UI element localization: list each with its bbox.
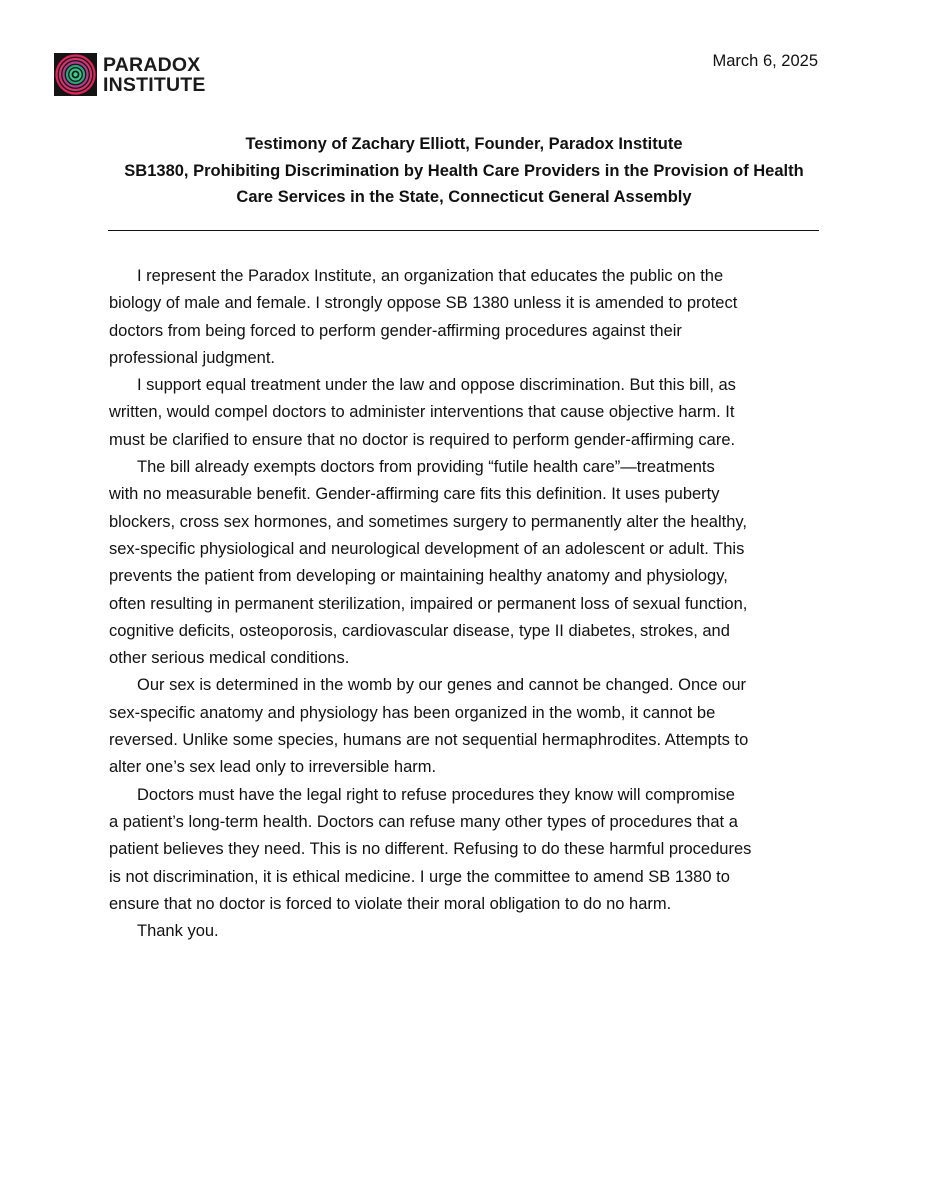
paragraph (109, 782, 821, 918)
paragraph-line: ensure that no doctor is forced to violate their moral obligation to do no harm. (109, 894, 672, 913)
paragraph-line: I support equal treatment under the law and oppose discrimination. But this bill, as (137, 376, 736, 395)
paragraph-line: Doctors must have the legal right to refuse procedures they know will compromise (137, 785, 735, 804)
paragraph-line: patient believes they need. This is no different. Refusing to do these harmful procedures (109, 840, 752, 859)
paragraph-line: doctors from being forced to perform gender-affirming procedures against their (109, 321, 682, 340)
heading-line-1: Testimony of Zachary Elliott, Founder, Paradox Institute (245, 135, 683, 153)
paragraph-line: reversed. Unlike some species, humans are not sequential hermaphrodites. Attempts to (109, 731, 749, 750)
paragraph-line: The bill already exempts doctors from providing “futile health care”—treatments (137, 458, 715, 477)
paragraph-line: professional judgment. (109, 348, 276, 367)
logo-line-institute: INSTITUTE (103, 73, 206, 96)
logo-wordmark (103, 55, 206, 95)
paragraph-line: often resulting in permanent sterilization, impaired or permanent loss of sexual function, (109, 594, 748, 613)
paradox-institute-logo (54, 53, 206, 96)
paragraph-line: alter one’s sex lead only to irreversible harm. (109, 758, 437, 777)
paragraph (109, 454, 821, 672)
paragraph (109, 263, 821, 372)
document-heading (108, 131, 820, 211)
paragraph-line: sex-specific anatomy and physiology has been organized in the womb, it cannot be (109, 703, 716, 722)
paragraph (109, 672, 821, 781)
paragraph (109, 918, 821, 945)
paragraph-line: sex-specific physiological and neurological development of an adolescent or adult. This (109, 539, 745, 558)
paragraph-line: Our sex is determined in the womb by our genes and cannot be changed. Once our (137, 676, 747, 695)
paragraph (109, 372, 821, 454)
paragraph-line: other serious medical conditions. (109, 649, 350, 668)
concentric-circles-logo-icon (54, 53, 97, 96)
logo-line-paradox: PARADOX (103, 53, 201, 76)
paragraph-line: a patient’s long-term health. Doctors can refuse many other types of procedures that a (109, 812, 738, 831)
paragraph-line: with no measurable benefit. Gender-affirming care fits this definition. It uses puberty (109, 485, 720, 504)
paragraph-line: Thank you. (137, 922, 219, 941)
paragraph-line: written, would compel doctors to administer interventions that cause objective harm. It (109, 403, 735, 422)
paragraph-line: prevents the patient from developing or maintaining healthy anatomy and physiology, (109, 567, 728, 586)
heading-divider (108, 230, 819, 231)
paragraph-line: must be clarified to ensure that no doctor is required to perform gender-affirming care. (109, 430, 736, 449)
document-date: March 6, 2025 (712, 52, 818, 70)
paragraph-line: biology of male and female. I strongly oppose SB 1380 unless it is amended to protect (109, 294, 738, 313)
paragraph-line: blockers, cross sex hormones, and sometimes surgery to permanently alter the healthy, (109, 512, 747, 531)
testimony-body (109, 263, 821, 945)
paragraph-line: cognitive deficits, osteoporosis, cardiovascular disease, type II diabetes, strokes, and (109, 621, 730, 640)
paragraph-line: is not discrimination, it is ethical medicine. I urge the committee to amend SB 1380 to (109, 867, 730, 886)
paragraph-line: I represent the Paradox Institute, an organization that educates the public on the (137, 267, 724, 285)
heading-line-2: SB1380, Prohibiting Discrimination by Health Care Providers in the Provision of Health (124, 161, 804, 180)
heading-line-3: Care Services in the State, Connecticut General Assembly (236, 188, 692, 206)
